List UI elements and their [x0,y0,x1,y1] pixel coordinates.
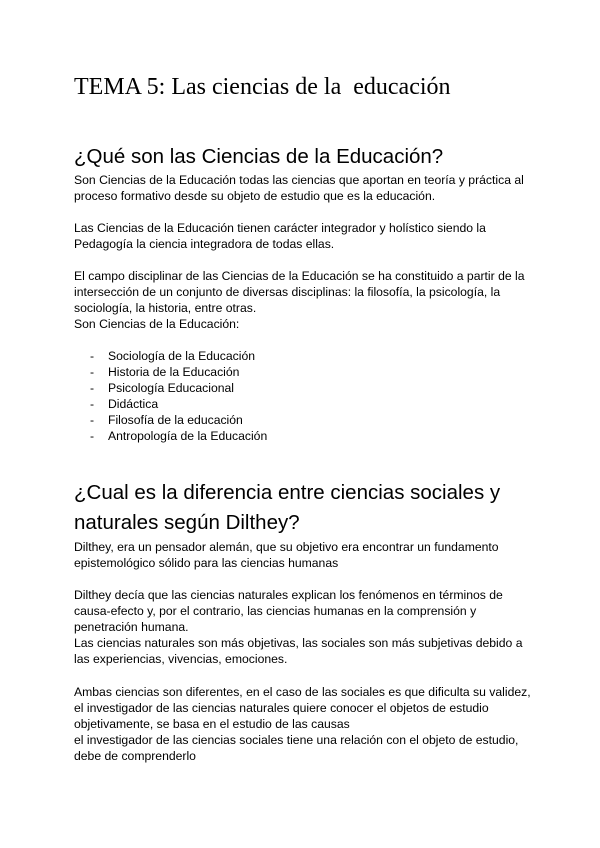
bullet-dash: - [90,365,95,379]
section1-paragraph-2: Las Ciencias de la Educación tienen carácter integrador y holístico siendo la Pedagogía la ciencia integradora de todas ellas. [74,221,486,251]
list-item [74,412,267,428]
section2-paragraph-2: Dilthey decía que las ciencias naturales explican los fenómenos en términos de causa-efecto y, por el contrario, las ciencias humanas en la comprensión y penetración humana. Las ciencias naturales son más objetivas, las sociales son más subjetivas debido a las experiencias, vivencias, emociones. [74,588,523,666]
section2-paragraph-3: Ambas ciencias son diferentes, en el caso de las sociales es que dificulta su validez, el investigador de las ciencias naturales quiere conocer el objetos de estudio objetivamente, se basa en el estudio de las causas el investigador de las ciencias sociales tiene una relación con el objeto de estudio, debe de comprenderlo [74,685,531,763]
list-item-label: Filosofía de la educación [108,413,243,427]
document-title: TEMA 5: Las ciencias de la educación [74,74,451,100]
list-item-label: Didáctica [108,397,159,411]
bullet-dash: - [90,349,95,363]
bullet-dash: - [90,429,95,443]
section1-heading: ¿Qué son las Ciencias de la Educación? [74,145,444,168]
bullet-dash: - [90,413,95,427]
list-item [74,380,267,396]
list-item-label: Sociología de la Educación [108,349,256,363]
list-item [74,348,267,364]
section2-heading: ¿Cual es la diferencia entre ciencias sociales y naturales según Dilthey? [74,481,501,534]
list-item [74,364,267,380]
section1-paragraph-1: Son Ciencias de la Educación todas las ciencias que aportan en teoría y práctica al proceso formativo desde su objeto de estudio que es la educación. [74,173,524,203]
sciences-list [74,348,267,444]
list-item-label: Psicología Educacional [108,381,235,395]
list-item [74,396,267,412]
bullet-dash: - [90,381,95,395]
list-item-label: Antropología de la Educación [108,429,268,443]
list-item [74,428,267,444]
list-item-label: Historia de la Educación [108,365,240,379]
section2-paragraph-1: Dilthey, era un pensador alemán, que su objetivo era encontrar un fundamento epistemológico sólido para las ciencias humanas [74,540,499,570]
bullet-dash: - [90,397,95,411]
section1-paragraph-3: El campo disciplinar de las Ciencias de la Educación se ha constituido a partir de la intersección de un conjunto de diversas disciplinas: la filosofía, la psicología, la sociología, la historia, entre otras. Son Ciencias de la Educación: [74,269,525,331]
